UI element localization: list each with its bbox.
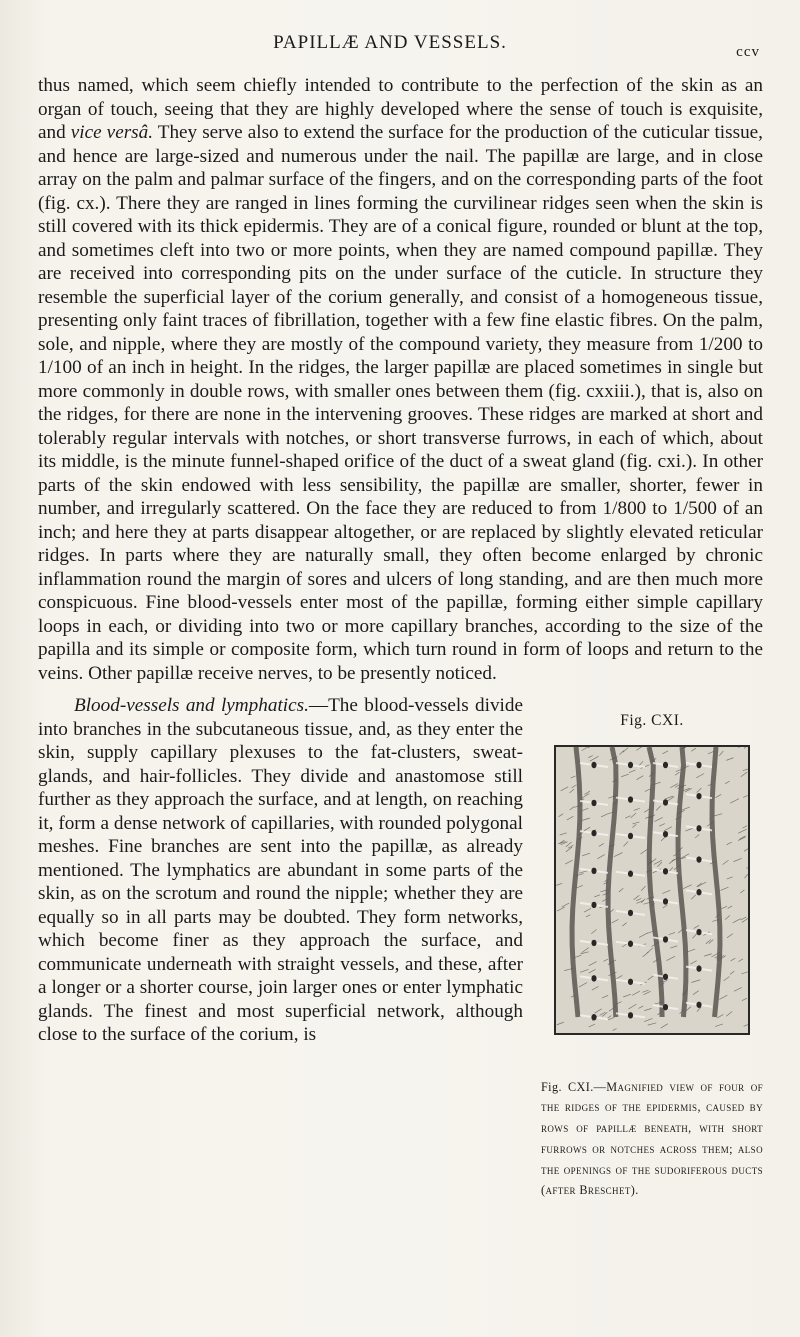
running-title: PAPILLÆ AND VESSELS. xyxy=(273,32,507,53)
page-number: ccv xyxy=(736,44,760,60)
paragraph-text-continued: They serve also to extend the surface for the production of the cuticular tissue, and hence are large-sized and numerous under the nail. The papillæ are large, and in close array on the palm and palmar surface of the fingers, and on the corresponding parts of the foot (fig. cx.). There they are ranged in lines forming the curvilinear ridges seen when the skin is still covered with its thick epidermis. They are of a conical figure, rounded or blunt at the top, and sometimes cleft into two or more points, when they are named compound papillæ. They are received into corresponding pits on the under surface of the cuticle. In structure they resemble the superficial layer of the corium generally, and consist of a homogeneous tissue, presenting only faint traces of fibrillation, together with a few fine elastic fibres. On the palm, sole, and nipple, where they are mostly of the compound variety, they measure from 1/200 to 1/100 of an inch in height. In the ridges, the larger papillæ are placed sometimes in single but more commonly in double rows, with smaller ones between them (fig. cxxiii.), that is, also on the ridges, for there are none in the intervening grooves. These ridges are marked at short and tolerably regular intervals with notches, or short transverse furrows, in each of which, about its middle, is the minute funnel-shaped orifice of the duct of a sweat gland (fig. cxi.). In other parts of the skin endowed with less sensibility, the papillæ are smaller, shorter, fewer in number, and irregularly scattered. On the face they are reduced to from 1/800 to 1/500 of an inch; and here they at parts disappear altogether, or are replaced by slightly elevated reticular ridges. In parts where they are naturally small, they often become enlarged by chronic inflammation round the margin of sores and ulcers of long standing, and are then much more conspicuous. Fine blood-vessels enter most of the papillæ, forming either simple capillary loops in each, or dividing into two or more capillary branches, according to the size of the papilla and its simple or composite form, which turn round in form of loops and return to the veins. Other papillæ receive nerves, to be presently noticed. xyxy=(38,122,763,684)
italic-phrase: vice versâ. xyxy=(70,122,154,143)
figure-caption xyxy=(541,1077,763,1202)
paragraph-text: thus named, which seem chiefly intended to contribute to the perfection of the skin as an organ of touch, seeing that they are highly developed where the sense of touch is exquisite, and xyxy=(38,75,763,143)
section-heading: Blood-vessels and lymphatics. xyxy=(74,695,309,716)
figure-caption-text: Magnified view of four of the ridges of the epidermis, caused by rows of papillæ beneath, with short furrows or notches across them; also the openings of the sudoriferous ducts (after Breschet). xyxy=(541,1079,764,1198)
running-head xyxy=(0,32,800,60)
body-text xyxy=(38,74,763,1205)
paragraph-text: —The blood-vessels divide into branches in the subcutaneous tissue, and, as they enter the skin, supply capillary plexuses to the fat-clusters, sweat-glands, and hair-follicles. They divide and anastomose still further as they approach the surface, and at length, on reaching it, form a dense network of capillaries, with rounded polygonal meshes. Fine branches are sent into the papillæ, as already mentioned. The lymphatics are abundant in some parts of the skin, as on the scrotum and round the nipple; whether they are equally so in all parts may be doubted. They form networks, which become finer as they approach the surface, and communicate underneath with straight vessels, and these, after a longer or a shorter course, join larger ones or enter lymphatic glands. The finest and most superficial network, although close to the surface of the corium, is xyxy=(38,695,523,1045)
ridges-engraving-image xyxy=(554,745,750,1035)
figure-label: Fig. CXI. xyxy=(620,712,684,729)
figure-cxi xyxy=(541,709,763,1201)
paragraph xyxy=(38,74,763,685)
figure-caption-lead: Fig. CXI.— xyxy=(541,1079,607,1094)
